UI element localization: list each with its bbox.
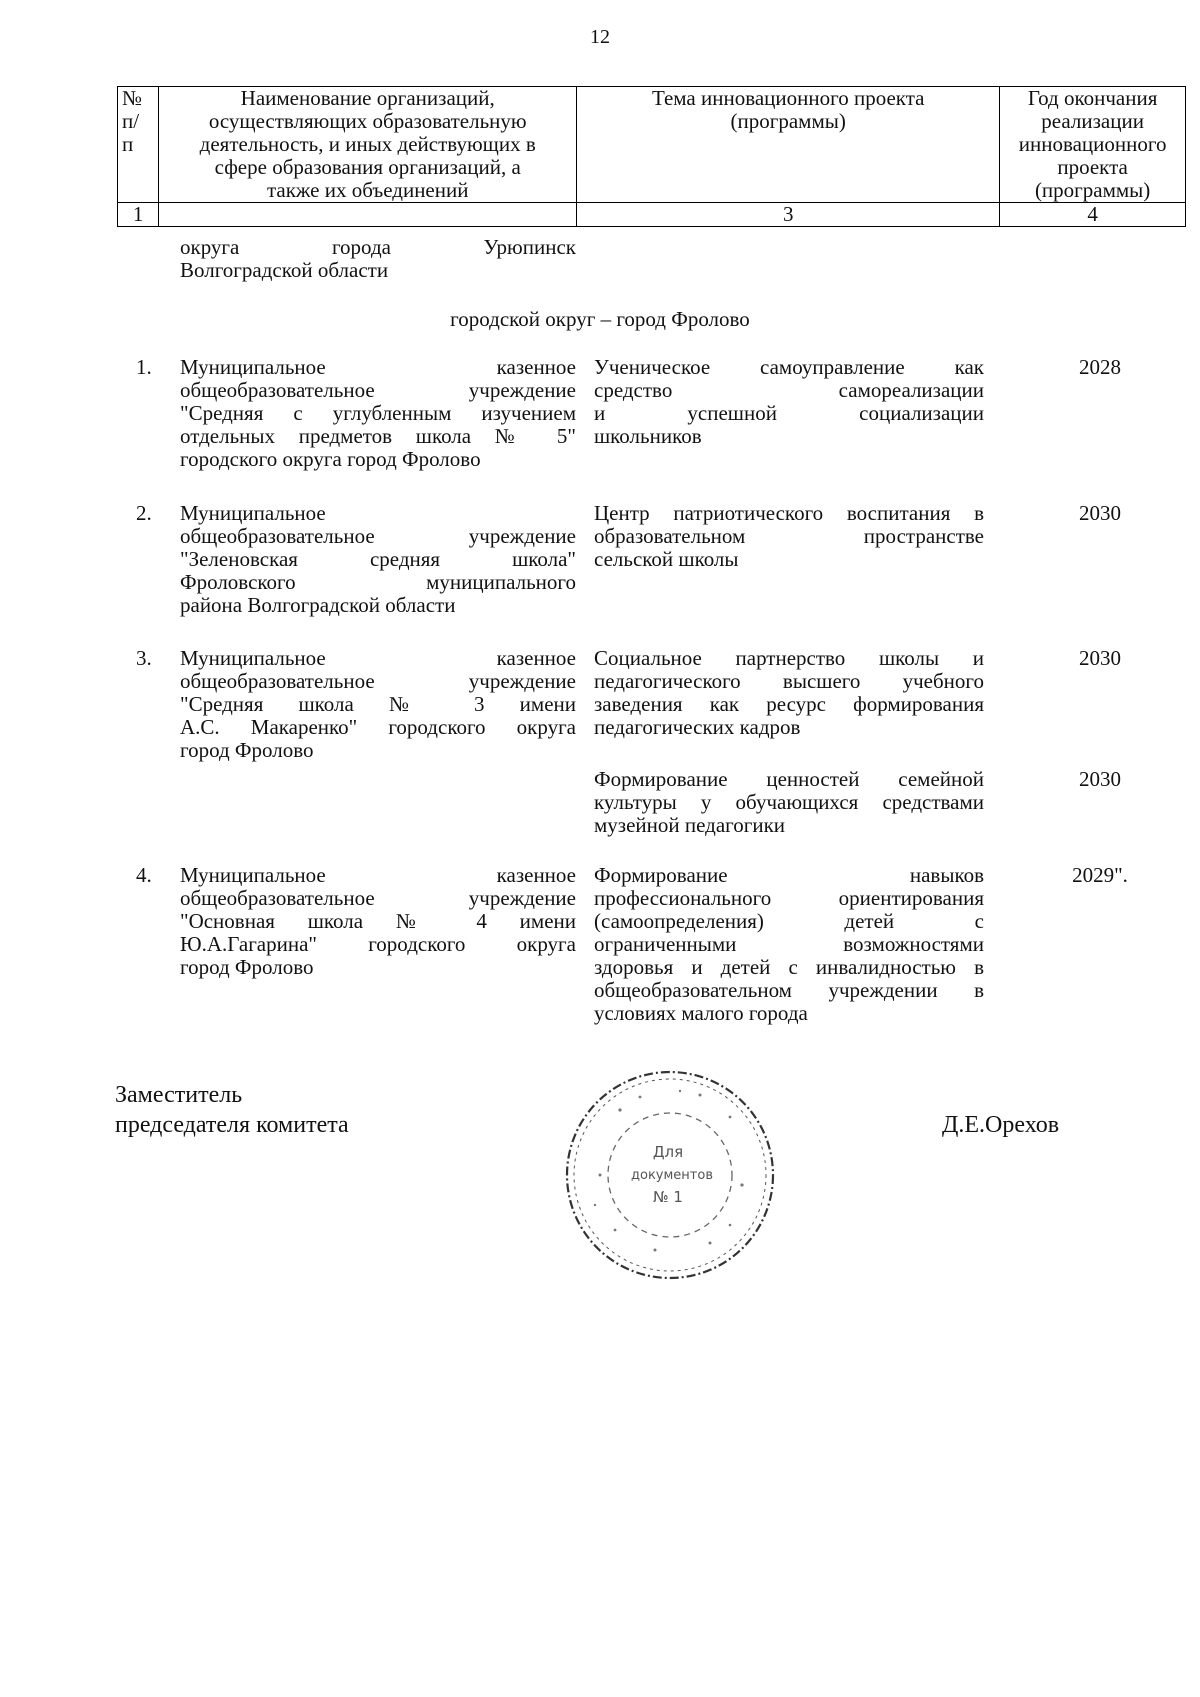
org-line: отдельных предметов школа № 5" [180,424,576,448]
theme-line: Центр патриотического воспитания в [594,501,984,525]
header-text: также их объединений [266,178,469,202]
org-line: городского округа город Фролово [180,447,481,471]
project-theme [594,768,984,837]
theme-line: средство самореализации [594,378,984,402]
header-text: инновационного [1018,132,1167,156]
continued-word: округа [180,235,240,259]
org-line: А.С. Макаренко" городского округа [180,715,576,739]
stamp-seal [560,1065,780,1285]
org-line: "Зеленовская средняя школа" [180,547,576,571]
header-text: (программы) [730,109,846,133]
organization-name [180,502,576,617]
continued-organization [180,236,576,282]
district-heading: городской округ – город Фролово [450,307,750,331]
header-text: Тема инновационного проекта [651,86,925,110]
theme-line: Формирование навыков [594,863,984,887]
end-year: 2028 [1079,355,1121,379]
project-theme [594,502,984,571]
project-theme [594,647,984,739]
org-line: Муниципальное казенное [180,863,576,887]
organization-name [180,864,576,979]
end-year: 2030 [1079,501,1121,525]
theme-line: ограниченными возможностями [594,932,984,956]
theme-line: и успешной социализации [594,401,984,425]
index-cell: 3 [577,203,1000,227]
header-text: Год окончания [1027,86,1158,110]
org-line: город Фролово [180,738,314,762]
header-cell-organization [159,87,577,203]
org-line: Муниципальное [180,501,326,525]
header-text: реализации [1041,109,1144,133]
theme-line: условиях малого города [594,1001,808,1025]
index-cell: 1 [118,203,159,227]
end-year: 2029". [1072,863,1128,887]
theme-line: профессионального ориентирования [594,886,984,910]
header-text: (программы) [1034,178,1151,202]
theme-line: Формирование ценностей семейной [594,767,984,791]
header-cell-number [118,87,159,203]
org-line: город Фролово [180,955,314,979]
signatory-title-line: председателя комитета [115,1112,349,1138]
header-cell-theme [577,87,1000,203]
org-line: Фроловского муниципального [180,570,576,594]
org-line: "Средняя школа № 3 имени [180,692,576,716]
theme-line: Ученическое самоуправление как [594,355,984,379]
project-theme [594,356,984,448]
end-year: 2030 [1079,767,1121,791]
stamp-text: № 1 [653,1188,683,1206]
organization-name [180,647,576,762]
org-line: общеобразовательное учреждение [180,669,576,693]
org-line: общеобразовательное учреждение [180,378,576,402]
theme-line: культуры у обучающихся средствами [594,790,984,814]
continued-line [180,236,576,259]
header-text: № [122,86,143,110]
header-text: проекта [1057,155,1128,179]
theme-line: сельской школы [594,547,739,571]
org-line: района Волгоградской области [180,593,456,617]
header-text: п/ [122,109,140,133]
continued-word: Урюпинск [483,235,576,259]
org-line: общеобразовательное учреждение [180,886,576,910]
continued-line: Волгоградской области [180,258,389,282]
header-text: сфере образования организаций, а [214,155,521,179]
theme-line: общеобразовательном учреждении в [594,978,984,1002]
theme-line: образовательном пространстве [594,524,984,548]
theme-line: музейной педагогики [594,813,786,837]
header-text: Наименование организаций, [240,86,495,110]
org-line: "Средняя с углубленным изучением [180,401,576,425]
theme-line: школьников [594,424,702,448]
row-number: 2. [136,501,152,525]
end-year: 2030 [1079,646,1121,670]
theme-line: здоровья и детей с инвалидностью в [594,955,984,979]
project-theme [594,864,984,1025]
header-text: п [122,132,134,156]
theme-line: Социальное партнерство школы и [594,646,984,670]
header-text: осуществляющих образовательную [208,109,527,133]
index-cell: 4 [1000,203,1186,227]
header-text: деятельность, и иных действующих в [199,132,536,156]
stamp-text: документов [631,1168,713,1183]
row-number: 4. [136,863,152,887]
column-index-row [118,203,1186,227]
page-number: 12 [590,26,610,48]
theme-line: педагогических кадров [594,715,801,739]
org-line: Муниципальное казенное [180,355,576,379]
stamp-text: Для [652,1143,684,1161]
theme-line: заведения как ресурс формирования [594,692,984,716]
org-line: Ю.А.Гагарина" городского округа [180,932,576,956]
organization-name [180,356,576,471]
index-cell [159,203,577,227]
signatory-title [115,1080,349,1140]
org-line: "Основная школа № 4 имени [180,909,576,933]
table-header [117,86,1186,227]
theme-line: педагогического высшего учебного [594,669,984,693]
continued-word: города [331,235,391,259]
table-header-row [118,87,1186,203]
row-number: 3. [136,646,152,670]
org-line: Муниципальное казенное [180,646,576,670]
signatory-title-line: Заместитель [115,1082,243,1108]
org-line: общеобразовательное учреждение [180,524,576,548]
signatory-name: Д.Е.Орехов [942,1112,1060,1138]
header-cell-year [1000,87,1186,203]
row-number: 1. [136,355,152,379]
theme-line: (самоопределения) детей с [594,909,984,933]
